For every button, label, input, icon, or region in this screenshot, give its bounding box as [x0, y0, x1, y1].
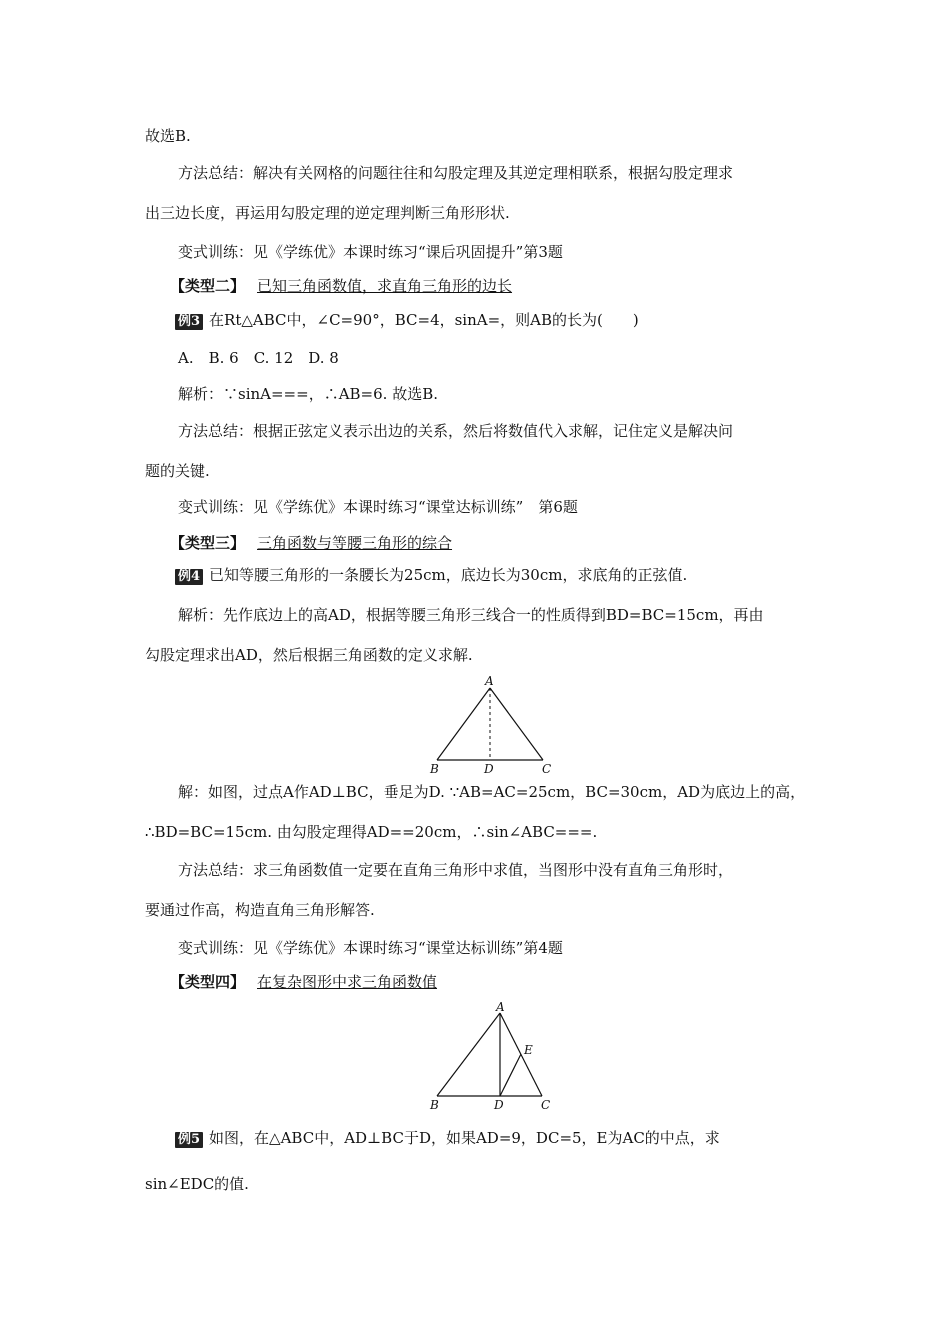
solution-line: 解析：∵sinA===，∴AB=6. 故选B. [178, 385, 438, 403]
text-line: 解：如图，过点A作AD⊥BC，垂足为D. ∵AB=AC=25cm，BC=30cm，AD为底边上的高， [178, 783, 806, 801]
text-line: 方法总结：根据正弦定义表示出边的关系，然后将数值代入求解，记住定义是解决问 [178, 422, 734, 440]
section-tag: 【类型三】 [170, 534, 246, 552]
text-line: 故选B. [145, 127, 191, 145]
side-ac [490, 688, 543, 760]
label-a: A [485, 674, 494, 688]
triangle-with-midpoint-figure [420, 998, 570, 1116]
text-line: sin∠EDC的值. [145, 1175, 249, 1193]
label-d: D [494, 1098, 504, 1112]
segment-de [500, 1054, 521, 1096]
text-line: 变式训练：见《学练优》本课时练习“课后巩固提升”第3题 [178, 243, 563, 261]
text-line: 变式训练：见《学练优》本课时练习“课堂达标训练” 第6题 [178, 498, 578, 516]
label-b: B [430, 1098, 439, 1112]
options-line: A. B. 6 C. 12 D. 8 [178, 349, 339, 367]
text-line: 解析：先作底边上的高AD，根据等腰三角形三线合一的性质得到BD=BC=15cm，再由 [178, 606, 764, 624]
text-line: 题的关键. [145, 462, 210, 480]
isosceles-triangle-figure [420, 672, 570, 780]
text-line: 变式训练：见《学练优》本课时练习“课堂达标训练”第4题 [178, 939, 563, 957]
label-c: C [541, 1098, 551, 1112]
example-text: 如图，在△ABC中，AD⊥BC于D，如果AD=9，DC=5，E为AC的中点，求 [209, 1129, 720, 1147]
side-ab [437, 1013, 500, 1096]
text-line: ∴BD=BC=15cm. 由勾股定理得AD==20cm，∴sin∠ABC===. [145, 823, 598, 841]
section-tag: 【类型二】 [170, 277, 246, 295]
example-4 [175, 565, 687, 585]
text-line: 出三边长度，再运用勾股定理的逆定理判断三角形形状. [145, 204, 510, 222]
example-text: 在Rt△ABC中，∠C=90°，BC=4，sinA=，则AB的长为( ) [209, 311, 639, 329]
section-title: 在复杂图形中求三角函数值 [257, 973, 438, 991]
example-badge: 例5 [175, 1132, 203, 1148]
example-5 [175, 1128, 720, 1148]
example-badge: 例4 [175, 569, 203, 585]
section-heading-type3 [170, 533, 452, 553]
text-line: 方法总结：解决有关网格的问题往往和勾股定理及其逆定理相联系，根据勾股定理求 [178, 164, 734, 182]
label-e: E [524, 1043, 533, 1057]
section-title: 已知三角函数值，求直角三角形的边长 [257, 277, 513, 295]
section-title: 三角函数与等腰三角形的综合 [257, 534, 453, 552]
label-b: B [430, 762, 439, 776]
label-a: A [496, 1000, 505, 1014]
section-heading-type2 [170, 276, 512, 296]
label-d: D [484, 762, 494, 776]
text-line: 要通过作高，构造直角三角形解答. [145, 901, 375, 919]
section-heading-type4 [170, 972, 437, 992]
text-line: 勾股定理求出AD，然后根据三角函数的定义求解. [145, 646, 473, 664]
example-3 [175, 310, 639, 330]
side-ab [437, 688, 490, 760]
example-badge: 例3 [175, 314, 203, 330]
text-line: 方法总结：求三角函数值一定要在直角三角形中求值，当图形中没有直角三角形时， [178, 861, 734, 879]
label-c: C [542, 762, 552, 776]
example-text: 已知等腰三角形的一条腰长为25cm，底边长为30cm，求底角的正弦值. [209, 566, 688, 584]
section-tag: 【类型四】 [170, 973, 246, 991]
